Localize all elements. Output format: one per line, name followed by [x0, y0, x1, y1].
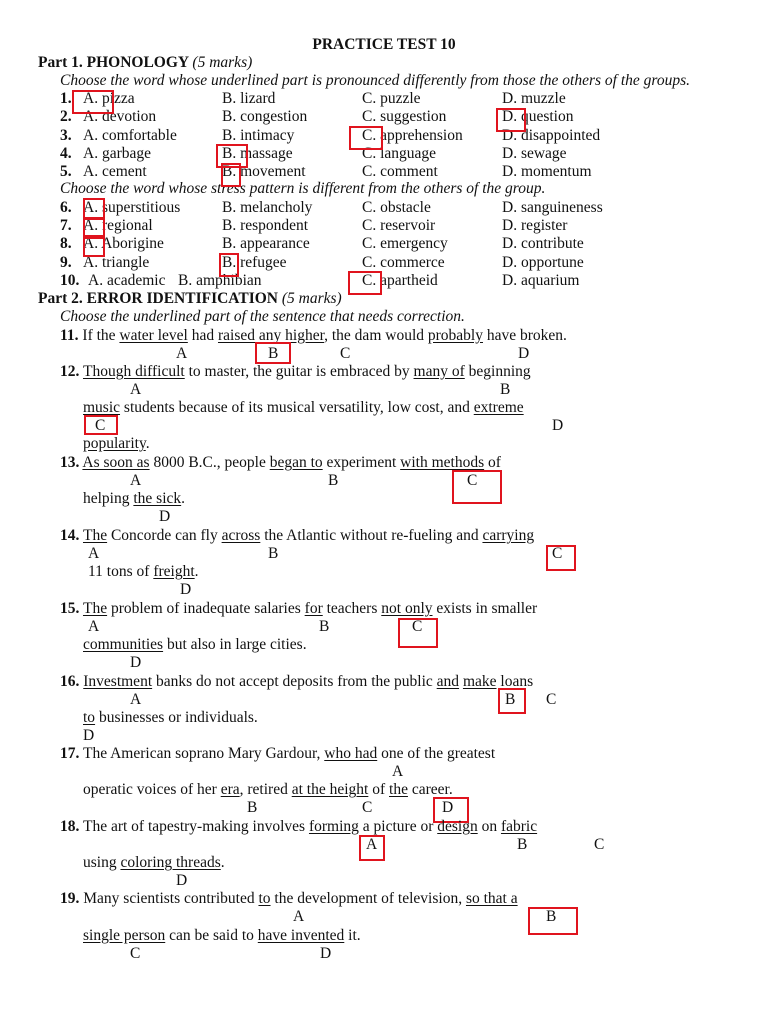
option-c-underlined[interactable]: with methods [400, 454, 485, 471]
option-d[interactable]: D. register [502, 217, 568, 234]
sentence-text: of [368, 781, 390, 798]
sentence-text: exists in smaller [432, 600, 538, 617]
question-14-line-2 [88, 563, 199, 581]
option-b[interactable]: B. congestion [222, 108, 308, 125]
option-a[interactable]: A. pizza [83, 90, 135, 107]
answer-highlight-box [496, 108, 526, 132]
option-c-underlined[interactable]: fabric [500, 818, 538, 835]
part2-heading [38, 290, 342, 308]
label-c: C [340, 345, 351, 362]
option-a[interactable]: A. cement [83, 163, 147, 180]
option-d[interactable]: D. aquarium [502, 272, 580, 289]
option-d[interactable]: D. muzzle [502, 90, 566, 107]
option-d-underlined[interactable]: to [83, 709, 96, 726]
part1-question-row [60, 127, 760, 145]
part1-heading [38, 54, 252, 72]
option-a[interactable]: A. superstitious [83, 199, 181, 216]
option-b-underlined[interactable]: so that a [465, 890, 518, 907]
label-c: C [594, 836, 605, 853]
part1-question-row [60, 90, 760, 108]
option-a-underlined[interactable]: The [82, 600, 108, 617]
option-b-underlined[interactable]: across [221, 527, 261, 544]
sentence-text: The American soprano Mary Gardour, [82, 745, 325, 762]
answer-highlight-box [72, 90, 114, 114]
option-d-underlined[interactable]: have invented [257, 927, 345, 944]
part1-question-row [60, 163, 760, 181]
question-11 [60, 327, 567, 345]
label-a: A [130, 381, 142, 398]
option-b[interactable]: B. movement [222, 163, 306, 180]
question-13-line-2 [83, 490, 185, 508]
label-a: A [392, 763, 404, 780]
option-b-underlined[interactable]: many of [413, 363, 465, 380]
sentence-text: businesses or individuals. [95, 709, 258, 726]
question-18 [60, 818, 537, 836]
part1-question-row [60, 145, 760, 163]
label-a: A [130, 472, 142, 489]
sentence-text: but also in large cities. [163, 636, 307, 653]
option-d[interactable]: D. contribute [502, 235, 584, 252]
sentence-text: , retired [239, 781, 292, 798]
option-b[interactable]: B. lizard [222, 90, 276, 107]
sentence-text: the development of television, [270, 890, 466, 907]
question-19-line-2 [83, 927, 361, 945]
option-d-underlined[interactable]: probably [427, 327, 483, 344]
sentence-text: had [187, 327, 218, 344]
option-d[interactable]: D. sanguineness [502, 199, 603, 216]
option-c-underlined[interactable]: single person [83, 927, 166, 944]
sentence-text: 11 tons of [88, 563, 154, 580]
option-a-underlined[interactable]: Though difficult [82, 363, 185, 380]
question-14 [60, 527, 534, 545]
question-12-line-3 [83, 435, 150, 453]
label-c: C [412, 618, 423, 635]
part2-marks: (5 marks) [281, 290, 342, 307]
sentence-text: students because of its musical versatility, low cost, and [120, 399, 474, 416]
part2-heading-text: Part 2. ERROR IDENTIFICATION [38, 290, 278, 307]
part1-marks: (5 marks) [192, 54, 253, 71]
sentence-text: experiment [322, 454, 401, 471]
label-b: B [546, 908, 557, 925]
label-d: D [320, 945, 332, 962]
label-c: C [95, 417, 106, 434]
label-b: B [500, 381, 511, 398]
question-number: 9. [60, 254, 72, 271]
option-a[interactable]: A. triangle [83, 254, 150, 271]
label-a: A [88, 618, 100, 635]
option-d-underlined[interactable]: coloring threads [120, 854, 221, 871]
option-b-underlined[interactable]: and [436, 673, 460, 690]
option-a-underlined[interactable]: to [258, 890, 271, 907]
option-c[interactable]: C. emergency [362, 235, 448, 252]
option-b-underlined[interactable]: began to [269, 454, 323, 471]
label-a: A [366, 836, 378, 853]
question-number: 8. [60, 235, 72, 252]
question-number: 4. [60, 145, 72, 162]
sentence-text: can be said to [165, 927, 258, 944]
option-a-underlined[interactable]: water level [119, 327, 188, 344]
question-19 [60, 890, 518, 908]
option-d[interactable]: D. disappointed [502, 127, 601, 144]
answer-highlight-box [398, 618, 438, 648]
label-d: D [83, 727, 95, 744]
label-c: C [130, 945, 141, 962]
sentence-text: to master, the guitar is embraced by [184, 363, 414, 380]
label-c: C [546, 691, 557, 708]
question-number: 14. [60, 527, 80, 544]
option-b[interactable]: B. refugee [222, 254, 287, 271]
question-17-line-2 [83, 781, 453, 799]
option-a[interactable]: A. garbage [83, 145, 151, 162]
answer-highlight-box [219, 253, 239, 277]
question-15-line-2 [83, 636, 307, 654]
question-number: 6. [60, 199, 72, 216]
answer-highlight-box [546, 545, 576, 571]
question-12-line-2 [83, 399, 524, 417]
option-b-underlined[interactable]: design [437, 818, 478, 835]
answer-highlight-box [452, 470, 502, 504]
question-17 [60, 745, 495, 763]
question-number: 16. [60, 673, 80, 690]
sentence-text: operatic voices of her [83, 781, 221, 798]
sentence-text: problem of inadequate salaries [107, 600, 305, 617]
label-d: D [442, 799, 454, 816]
option-c[interactable]: C. language [362, 145, 437, 162]
option-b-underlined[interactable]: for [304, 600, 323, 617]
answer-highlight-box [348, 271, 382, 295]
option-c-underlined[interactable]: make [462, 673, 497, 690]
option-c-underlined[interactable]: higher [285, 327, 325, 344]
sentence-text: on [477, 818, 501, 835]
part2-instruction: Choose the underlined part of the sentence that needs correction. [60, 308, 465, 325]
option-b[interactable]: B. massage [222, 145, 293, 162]
question-number: 5. [60, 163, 72, 180]
sentence-text: teachers [322, 600, 382, 617]
option-a-underlined[interactable]: The [82, 527, 108, 544]
question-number: 2. [60, 108, 72, 125]
sentence-text: beginning [464, 363, 531, 380]
label-a: A [293, 908, 305, 925]
question-number: 17. [60, 745, 80, 762]
part1-question-row [60, 108, 760, 126]
option-b[interactable]: B. melancholy [222, 199, 313, 216]
sentence-text: of [484, 454, 501, 471]
question-13 [60, 454, 501, 472]
sentence-text: banks do not accept deposits from the public [152, 673, 437, 690]
option-b-underlined[interactable]: era [220, 781, 240, 798]
option-b[interactable]: B. appearance [222, 235, 310, 252]
question-18-line-2 [83, 854, 225, 872]
part1-question-row [60, 254, 760, 272]
question-number: 12. [60, 363, 80, 380]
sentence-text: career. [407, 781, 453, 798]
option-c-underlined[interactable]: at the height [291, 781, 369, 798]
option-c[interactable]: C. commerce [362, 254, 445, 271]
part1-heading-text: Part 1. PHONOLOGY [38, 54, 189, 71]
label-d: D [130, 654, 142, 671]
option-a[interactable]: A. devotion [83, 108, 157, 125]
label-c: C [467, 472, 478, 489]
sentence-text: . [220, 854, 225, 871]
question-16 [60, 673, 533, 691]
sentence-text: . [145, 435, 150, 452]
answer-highlight-box [359, 835, 385, 861]
question-number: 13. [60, 454, 80, 471]
page-title: PRACTICE TEST 10 [312, 36, 456, 53]
part1-question-row [60, 199, 760, 217]
sentence-text: one of the greatest [377, 745, 496, 762]
answer-highlight-box [498, 688, 526, 714]
question-12 [60, 363, 531, 381]
option-c[interactable]: C. comment [362, 163, 438, 180]
question-number: 7. [60, 217, 72, 234]
label-a: A [88, 545, 100, 562]
question-number: 11. [60, 327, 79, 344]
sentence-text: helping [83, 490, 134, 507]
answer-highlight-box [84, 415, 118, 435]
sentence-text: the Atlantic without re-fueling and [260, 527, 483, 544]
option-c[interactable]: C. apprehension [362, 127, 463, 144]
question-number: 19. [60, 890, 80, 907]
option-d-continued[interactable]: popularity [83, 435, 146, 452]
question-15 [60, 600, 537, 618]
option-d-underlined[interactable]: the [389, 781, 408, 798]
sentence-text: using [83, 854, 121, 871]
label-a: A [176, 345, 188, 362]
option-c-underlined[interactable]: not only [381, 600, 433, 617]
option-d-underlined[interactable]: extreme [473, 399, 524, 416]
option-a[interactable]: A. Aborigine [83, 235, 164, 252]
option-a-underlined[interactable]: forming [308, 818, 359, 835]
sentence-text: . [181, 490, 186, 507]
option-c[interactable]: C. suggestion [362, 108, 447, 125]
option-d[interactable]: D. momentum [502, 163, 592, 180]
label-d: D [180, 581, 192, 598]
sentence-text: 8000 B.C., people [149, 454, 270, 471]
label-d: D [518, 345, 530, 362]
answer-highlight-box [83, 235, 105, 257]
label-a: A [130, 691, 142, 708]
option-c-underlined[interactable]: carrying [482, 527, 535, 544]
option-a[interactable]: A. comfortable [83, 127, 177, 144]
option-d[interactable]: D. opportune [502, 254, 584, 271]
sentence-text: a picture or [358, 818, 438, 835]
option-a-underlined[interactable]: Investment [83, 673, 153, 690]
sentence-text: have broken. [482, 327, 567, 344]
label-c: C [362, 799, 373, 816]
option-a-underlined[interactable]: As soon as [82, 454, 150, 471]
sentence-text: The art of tapestry-making involves [82, 818, 309, 835]
label-b: B [319, 618, 330, 635]
option-a[interactable]: A. academic [88, 272, 166, 289]
sentence-text: Many scientists contributed [83, 890, 259, 907]
option-c[interactable]: C. obstacle [362, 199, 431, 216]
option-c[interactable]: C. puzzle [362, 90, 421, 107]
part1-instruction-1: Choose the word whose underlined part is pronounced differently from those the others of the groups. [60, 72, 690, 89]
label-b: B [247, 799, 258, 816]
option-b[interactable]: B. intimacy [222, 127, 295, 144]
option-c-underlined[interactable]: music [83, 399, 121, 416]
label-b: B [268, 345, 279, 362]
sentence-text: . [194, 563, 199, 580]
sentence-text: it. [344, 927, 361, 944]
label-b: B [505, 691, 516, 708]
question-number: 10. [60, 272, 80, 289]
answer-highlight-box [255, 342, 291, 364]
label-b: B [328, 472, 339, 489]
sentence-text: Concorde can fly [107, 527, 222, 544]
option-d[interactable]: D. question [502, 108, 574, 125]
label-b: B [268, 545, 279, 562]
part1-question-row [60, 272, 760, 290]
answer-highlight-box [349, 126, 383, 150]
part1-question-row [60, 217, 760, 235]
sentence-text: any [255, 327, 286, 344]
option-b[interactable]: B. amphibian [178, 272, 262, 289]
part1-instruction-2: Choose the word whose stress pattern is different from the others of the group. [60, 180, 546, 197]
option-d-underlined[interactable]: freight [153, 563, 195, 580]
option-b[interactable]: B. respondent [222, 217, 309, 234]
part1-question-row [60, 235, 760, 253]
label-c: C [552, 545, 563, 562]
label-d: D [176, 872, 188, 889]
option-c[interactable]: C. reservoir [362, 217, 436, 234]
label-d: D [159, 508, 171, 525]
question-16-line-2 [83, 709, 258, 727]
option-d-underlined[interactable]: the sick [133, 490, 182, 507]
answer-highlight-box [221, 163, 241, 187]
question-number: 1. [60, 90, 72, 107]
option-d[interactable]: D. sewage [502, 145, 567, 162]
label-d: D [552, 417, 564, 434]
question-number: 3. [60, 127, 72, 144]
option-d-underlined[interactable]: communities [83, 636, 164, 653]
option-a[interactable]: A. regional [83, 217, 153, 234]
answer-highlight-box [528, 907, 578, 935]
sentence-text: , the dam would [324, 327, 428, 344]
question-number: 18. [60, 818, 80, 835]
option-b-underlined[interactable]: raised [217, 327, 255, 344]
question-number: 15. [60, 600, 80, 617]
sentence-text: If the [82, 327, 120, 344]
option-a-underlined[interactable]: who had [324, 745, 378, 762]
sentence-text: loans [496, 673, 534, 690]
label-b: B [517, 836, 528, 853]
option-c[interactable]: C. apartheid [362, 272, 438, 289]
